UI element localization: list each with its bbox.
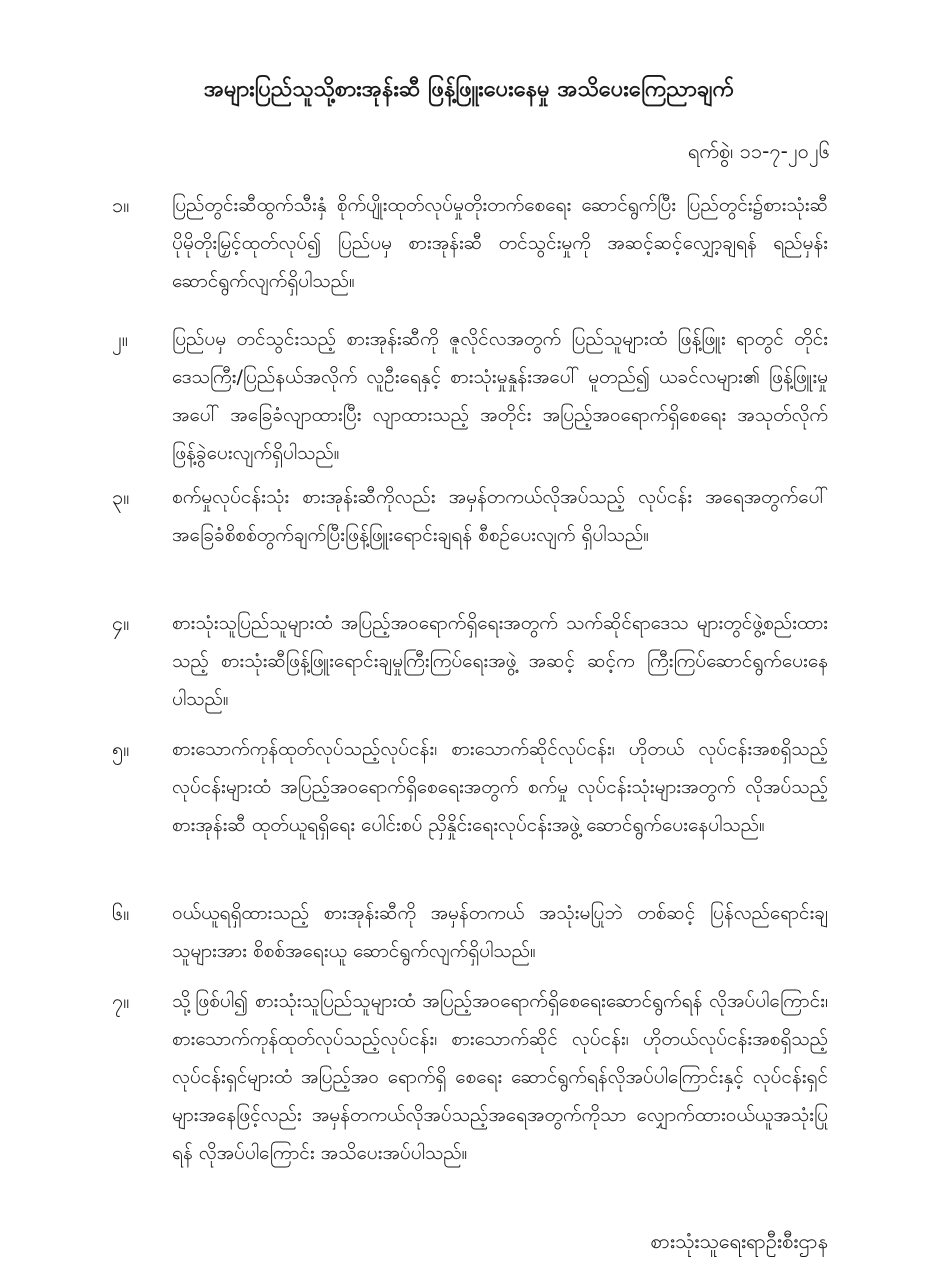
paragraph-text: စားသုံးသူပြည်သူများထံ အပြည့်အဝရောက်ရှိရေးအတွက် သက်ဆိုင်ရာဒေသ များတွင်ဖွဲ့စည်းထားသည့် စားသုံးဆီဖြန့်ဖြူးရောင်းချမှုကြီးကြပ်ရေးအဖွဲ့ အဆင့် ဆင့်က ကြီးကြပ်ဆောင်ရွက်ပေးနေပါသည်။ bbox=[172, 612, 828, 710]
document-date: ရက်စွဲ၊ ၁၁-၇-၂၀၂၆ bbox=[687, 139, 830, 163]
paragraph-number: ၇။ bbox=[112, 989, 130, 1013]
paragraph-text: ဝယ်ယူရရှိထားသည့် စားအုန်းဆီကို အမှန်တကယ် အသုံးမပြုဘဲ တစ်ဆင့် ပြန်လည်ရောင်းချသူများအား စိစစ်အရေးယူ ဆောင်ရွက်လျက်ရှိပါသည်။ bbox=[172, 902, 828, 962]
paragraph-number: ၂။ bbox=[112, 327, 128, 351]
paragraph-number: ၅။ bbox=[112, 737, 130, 761]
document-title: အများပြည်သူသို့စားအုန်းဆီ ဖြန့်ဖြူးပေးနေမှု အသိပေးကြေညာချက် bbox=[203, 77, 735, 102]
paragraph-number: ၃။ bbox=[112, 485, 130, 509]
paragraph-text: ပြည်တွင်းဆီထွက်သီးနှံ စိုက်ပျိုးထုတ်လုပ်မှုတိုးတက်စေရေး ဆောင်ရွက်ပြီး ပြည်တွင်း၌စားသုံးဆီပိုမိုတိုးမြှင့်ထုတ်လုပ်၍ ပြည်ပမှ စားအုန်းဆီ တင်သွင်းမှုကို အဆင့်ဆင့်လျှော့ချရန် ရည်မှန်းဆောင်ရွက်လျက်ရှိပါသည်။ bbox=[172, 194, 828, 292]
paragraph-number: ၆။ bbox=[112, 901, 130, 925]
paragraph-text: စက်မှုလုပ်ငန်းသုံး စားအုန်းဆီကိုလည်း အမှန်တကယ်လိုအပ်သည့် လုပ်ငန်း အရေအတွက်ပေါ်အခြေခံစိစစ်တွက်ချက်ပြီးဖြန့်ဖြူးရောင်းချရန် စီစဉ်ပေးလျက် ရှိပါသည်။ bbox=[172, 486, 828, 546]
paragraph-text: ပြည်ပမှ တင်သွင်းသည့် စားအုန်းဆီကို ဇူလိုင်လအတွက် ပြည်သူများထံ ဖြန့်ဖြူး ရာတွင် တိုင်းဒေသကြီး/ပြည်နယ်အလိုက် လူဦးရေနှင့် စားသုံးမှုနှုန်းအပေါ် မူတည်၍ ယခင်လများ၏ ဖြန့်ဖြူးမှုအပေါ် အခြေခံလျာထားပြီး လျာထားသည့် အတိုင်း အပြည့်အဝရောက်ရှိစေရေး အသုတ်လိုက် ဖြန့်ခွဲပေးလျက်ရှိပါသည်။ bbox=[172, 328, 828, 464]
paragraph-text: သို့ဖြစ်ပါ၍ စားသုံးသူပြည်သူများထံ အပြည့်အဝရောက်ရှိစေရေးဆောင်ရွက်ရန် လိုအပ်ပါကြောင်း၊ စားသောက်ကုန်ထုတ်လုပ်သည့်လုပ်ငန်း၊ စားသောက်ဆိုင် လုပ်ငန်း၊ ဟိုတယ်လုပ်ငန်းအစရှိသည့် လုပ်ငန်းရှင်များထံ အပြည့်အဝ ရောက်ရှိ စေရေး ဆောင်ရွက်ရန်လိုအပ်ပါကြောင်းနှင့် လုပ်ငန်းရှင်များအနေဖြင့်လည်း အမှန်တကယ်လိုအပ်သည့်အရေအတွက်ကိုသာ လျှောက်ထားဝယ်ယူအသုံးပြုရန် လိုအပ်ပါကြောင်း အသိပေးအပ်ပါသည်။ bbox=[172, 990, 828, 1164]
issuing-department: စားသုံးသူရေးရာဦးစီးဌာန bbox=[650, 1229, 828, 1253]
paragraph-text: စားသောက်ကုန်ထုတ်လုပ်သည့်လုပ်ငန်း၊ စားသောက်ဆိုင်လုပ်ငန်း၊ ဟိုတယ် လုပ်ငန်းအစရှိသည့် လုပ်ငန်းများထံ အပြည့်အဝရောက်ရှိစေရေးအတွက် စက်မှု လုပ်ငန်းသုံးများအတွက် လိုအပ်သည့် စားအုန်းဆီ ထုတ်ယူရရှိရေး ပေါင်းစပ် ညှိနှိုင်းရေးလုပ်ငန်းအဖွဲ့ ဆောင်ရွက်ပေးနေပါသည်။ bbox=[172, 738, 828, 836]
paragraph-number: ၄။ bbox=[112, 611, 130, 635]
paragraph-number: ၁။ bbox=[112, 193, 130, 217]
